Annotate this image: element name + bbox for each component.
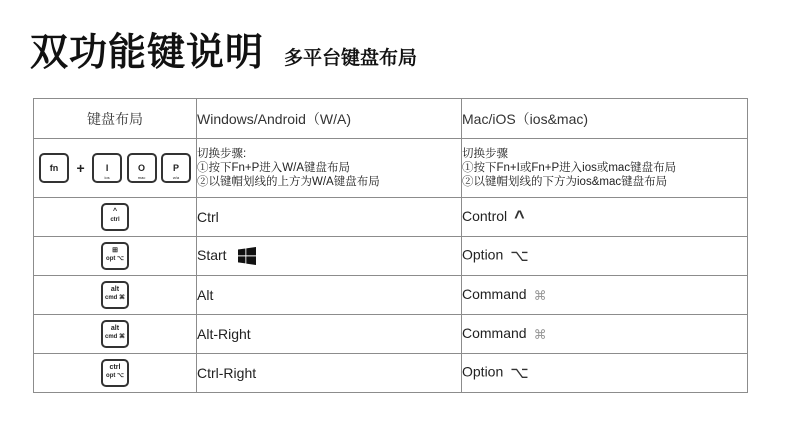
i-key-icon: I ios <box>92 153 122 183</box>
alt-cmd-key-icon: alt cmd ⌘ <box>101 320 129 348</box>
mac-step-1: ①按下Fn+I或Fn+P进入ios或mac键盘布局 <box>462 162 677 174</box>
mac-key-label: Command <box>462 325 527 342</box>
option-symbol-icon: ⌥ <box>510 248 529 265</box>
start-option-key-icon: ⊞ opt ⌥ <box>101 242 129 270</box>
switch-windows-steps <box>197 139 462 198</box>
windows-step-2: ②以键帽划线的上方为W/A键盘布局 <box>197 176 380 188</box>
plus-sign: + <box>76 160 85 176</box>
switch-key-combo <box>39 153 191 183</box>
windows-step-title: 切换步骤: <box>197 148 247 160</box>
table-row <box>34 276 748 315</box>
mac-key-label: Command <box>462 286 527 303</box>
option-symbol-icon: ⌥ <box>510 365 529 382</box>
windows-key-label: Ctrl-Right <box>197 365 257 381</box>
header-mac: Mac/iOS（ios&mac) <box>462 99 748 139</box>
switch-mac-steps <box>462 139 748 198</box>
p-key-icon: P w/a <box>161 153 191 183</box>
header-layout: 键盘布局 <box>34 99 197 139</box>
windows-key-label: Ctrl <box>197 209 219 225</box>
control-symbol-icon: ^ <box>514 206 525 227</box>
ctrl-option-key-icon: ctrl opt ⌥ <box>101 359 129 387</box>
mac-step-title: 切换步骤 <box>462 148 508 160</box>
table-row <box>34 237 748 276</box>
page-title: 双功能键说明 <box>30 30 265 74</box>
mac-step-2: ②以键帽划线的下方为ios&mac键盘布局 <box>462 176 668 188</box>
windows-key-label: Alt-Right <box>197 326 251 342</box>
header-windows: Windows/Android（W/A) <box>197 99 462 139</box>
page-subtitle: 多平台键盘布局 <box>284 47 418 69</box>
ctrl-key-icon: ^ ctrl <box>101 203 129 231</box>
table-header-row <box>34 99 748 139</box>
windows-step-1: ①按下Fn+P进入W/A键盘布局 <box>197 162 351 174</box>
switch-row <box>34 139 748 198</box>
switch-keys-cell <box>34 139 197 198</box>
fn-key-icon: fn <box>39 153 69 183</box>
mac-key-label: Control <box>462 207 508 224</box>
table-row <box>34 354 748 393</box>
mac-key-label: Option <box>462 246 504 263</box>
alt-cmd-key-icon: alt cmd ⌘ <box>101 281 129 309</box>
o-key-icon: O mac <box>127 153 157 183</box>
windows-key-label: Start <box>197 246 227 263</box>
windows-logo-icon <box>238 247 256 265</box>
command-symbol-icon: ⌘ <box>533 326 547 342</box>
command-symbol-icon: ⌘ <box>533 287 547 303</box>
title-area <box>30 30 417 74</box>
mac-key-label: Option <box>462 363 504 380</box>
windows-key-label: Alt <box>197 287 214 303</box>
table-row <box>34 198 748 237</box>
keyboard-layout-table <box>33 98 748 393</box>
table-row <box>34 315 748 354</box>
